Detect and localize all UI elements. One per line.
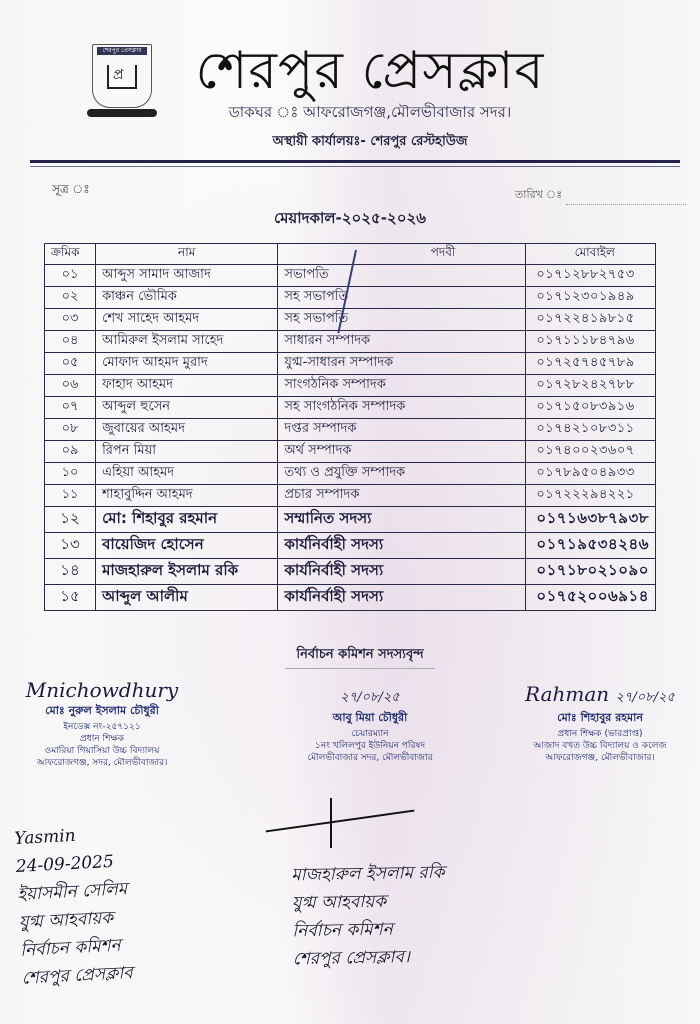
table-row <box>45 375 656 397</box>
name-cell: মোফাদ আহমদ মুরাদ <box>96 353 278 375</box>
table-row <box>45 533 656 559</box>
mobile-cell: ০১৭৮৯৫০৪৯৩৩ <box>526 463 656 485</box>
table-row <box>45 331 656 353</box>
designation-cell: দপ্তর সম্পাদক <box>278 419 526 441</box>
signatory-detail: আফরোজগঞ্জ, মৌলভীবাজার। <box>545 753 655 763</box>
serial-cell: ১০ <box>45 463 96 485</box>
name-cell: জুবায়ের আহমদ <box>96 419 278 441</box>
signatory-block-3 <box>510 682 690 764</box>
handwritten-line: 24-09-2025 <box>15 851 115 877</box>
date-field <box>515 186 686 205</box>
election-commission-heading: নির্বাচন কমিশন সদস্যবৃন্দ <box>296 647 424 662</box>
designation-cell: সাংগঠনিক সম্পাদক <box>278 375 526 397</box>
mobile-cell: ০১৭১৯৫৩৪২৪৬ <box>526 533 656 559</box>
serial-cell: ০৫ <box>45 353 96 375</box>
handwritten-line: যুগ্ম আহবায়ক <box>291 891 387 914</box>
mobile-cell: ০১৭৪২১০৮৩১১ <box>526 419 656 441</box>
table-row <box>45 441 656 463</box>
signatory-detail: মৌলভীবাজার সদর, মৌলভীবাজার <box>307 753 433 763</box>
serial-cell: ০৬ <box>45 375 96 397</box>
handwritten-line: শেরপুর প্রেসক্লাব <box>21 963 134 989</box>
column-header-serial: ক্রমিক <box>45 244 96 265</box>
signatory-detail: প্রধান শিক্ষক (ভারপ্রাপ্ত) <box>557 729 643 739</box>
designation-cell: সভাপতি <box>278 265 526 287</box>
name-cell: কাঞ্চন ভৌমিক <box>96 287 278 309</box>
signature-scrawl <box>510 682 690 709</box>
table-row <box>45 397 656 419</box>
name-cell: শাহাবুদ্দিন আহমদ <box>96 485 278 507</box>
serial-cell: ০৮ <box>45 419 96 441</box>
name-cell: রিপন মিয়া <box>96 441 278 463</box>
name-cell: শেখ সাহেদ আহমদ <box>96 309 278 331</box>
table-row <box>45 507 656 533</box>
designation-cell: যুগ্ম-সাধারন সম্পাদক <box>278 353 526 375</box>
logo-glyph: প্র <box>113 67 124 83</box>
name-cell: মাজহারুল ইসলাম রকি <box>96 559 278 585</box>
table-header-row <box>45 244 656 265</box>
header-divider-thin <box>30 166 680 167</box>
handwritten-line: নির্বাচন কমিশন <box>19 935 122 961</box>
table-row <box>45 463 656 485</box>
serial-cell: ০৯ <box>45 441 96 463</box>
mobile-cell: ০১৭১৬৩৮৭৯৩৮ <box>526 507 656 533</box>
table-row <box>45 353 656 375</box>
signatory-detail: আজাদ বখত উচ্চ বিদ্যালয় ও কলেজ <box>533 741 667 751</box>
logo-ribbon <box>87 109 157 117</box>
handwritten-line: নির্বাচন কমিশন <box>292 919 393 942</box>
handwritten-line: মাজহারুল ইসলাম রকি <box>291 862 445 886</box>
letterhead-title: শেরপুর প্রেসক্লাব <box>195 41 545 101</box>
temporary-office: অস্থায়ী কার্যালয়ঃ- শেরপুর রেস্টহাউজ <box>272 134 468 149</box>
table-row <box>45 559 656 585</box>
header-divider-thick <box>30 160 680 163</box>
postal-address: ডাকঘর ঃ আফরোজগঞ্জ,মৌলভীবাজার সদর। <box>228 103 512 121</box>
name-cell: মো: শিহাবুর রহমান <box>96 507 278 533</box>
name-cell: আব্দুল হুসেন <box>96 397 278 419</box>
signatory-name: মোঃ শিহাবুর রহমান <box>557 711 643 724</box>
designation-cell: তথ্য ও প্রযুক্তি সম্পাদক <box>278 463 526 485</box>
name-cell: আব্দুল আলীম <box>96 585 278 611</box>
signature-scrawl: Mnichowdhury <box>25 678 179 702</box>
mobile-cell: ০১৭২৫৭৪৫৭৮৯ <box>526 353 656 375</box>
designation-cell: অর্থ সম্পাদক <box>278 441 526 463</box>
mobile-cell: ০১৭৫২০০৬৯১৪ <box>526 585 656 611</box>
serial-cell: ০১ <box>45 265 96 287</box>
table-row <box>45 287 656 309</box>
table-row <box>45 309 656 331</box>
name-cell: আব্দুস সামাদ আজাদ <box>96 265 278 287</box>
committee-members-table <box>44 243 656 611</box>
reference-label: সূত্র ঃ <box>52 182 90 196</box>
serial-cell: ১২ <box>45 507 96 533</box>
designation-cell: প্রচার সম্পাদক <box>278 485 526 507</box>
date-blank-line <box>566 204 686 205</box>
name-cell: আমিরুল ইসলাম সাহেদ <box>96 331 278 353</box>
mobile-cell: ০১৭১২৮৮২৭৫৩ <box>526 265 656 287</box>
mobile-cell: ০১৭২২৪১৯৮১৫ <box>526 309 656 331</box>
serial-cell: ১১ <box>45 485 96 507</box>
name-cell: বায়েজিদ হোসেন <box>96 533 278 559</box>
handwritten-line: শেরপুর প্রেসক্লাব। <box>292 947 411 970</box>
signatory-detail: চেয়ারম্যান <box>351 729 389 739</box>
signature-date: ২৭/০৮/২৫ <box>340 690 400 705</box>
mobile-cell: ০১৭২৮২৪২৭৮৮ <box>526 375 656 397</box>
signatory-block-1 <box>22 678 182 769</box>
handwritten-note-right <box>291 859 446 974</box>
signatory-detail: আফরোজগঞ্জ, সদর, মৌলভীবাজার। <box>36 758 168 768</box>
signatory-detail: ওমারিয়া গিয়াসিয়া উচ্চ বিদ্যালয় <box>44 746 160 756</box>
designation-cell: সম্মানিত সদস্য <box>278 507 526 533</box>
mobile-cell: ০১৭৪০০২৩৬০৭ <box>526 441 656 463</box>
signatory-detail: ১নং খলিলপুর ইউনিয়ন পরিষদ <box>314 741 426 751</box>
handwritten-note-left <box>14 819 134 993</box>
mobile-cell: ০১৭১১১৮৪৭৯৬ <box>526 331 656 353</box>
handwritten-line: যুগ্ম আহবায়ক <box>18 907 114 933</box>
designation-cell: কার্যনির্বাহী সদস্য <box>278 585 526 611</box>
name-cell: এহিয়া আহমদ <box>96 463 278 485</box>
signatory-detail: প্রধান শিক্ষক <box>79 734 125 744</box>
mobile-cell: ০১৭২২২৯৪২২১ <box>526 485 656 507</box>
tenure-heading: মেয়াদকাল-২০২৫-২০২৬ <box>274 209 426 227</box>
handwritten-line: Yasmin <box>13 825 77 849</box>
table-row <box>45 419 656 441</box>
designation-cell: কার্যনির্বাহী সদস্য <box>278 533 526 559</box>
serial-cell: ১৪ <box>45 559 96 585</box>
serial-cell: ১৫ <box>45 585 96 611</box>
mobile-cell: ০১৭১৫০৮৩৯১৬ <box>526 397 656 419</box>
signatory-detail: ইনডেক্স নং-২৫৭১২১ <box>63 722 141 732</box>
column-header-designation: পদবী <box>278 244 526 265</box>
table-row <box>45 485 656 507</box>
designation-cell: সহ সভাপতি <box>278 309 526 331</box>
signatory-block-2 <box>290 688 450 764</box>
designation-cell: সাধারন সম্পাদক <box>278 331 526 353</box>
handwritten-line: ইয়াসমীন সেলিম <box>16 879 128 905</box>
signature-date: ২৭/০৮/২৫ <box>615 690 675 705</box>
column-header-mobile: মোবাইল <box>526 244 656 265</box>
signature-stroke <box>330 798 332 848</box>
logo-label: শেরপুর প্রেসক্লাব <box>97 47 147 55</box>
serial-cell: ১৩ <box>45 533 96 559</box>
serial-cell: ০৩ <box>45 309 96 331</box>
serial-cell: ০৭ <box>45 397 96 419</box>
signatory-name: মোঃ নুরুল ইসলাম চৌধুরী <box>45 704 159 717</box>
column-header-name: নাম <box>96 244 278 265</box>
date-label: তারিখ ঃ <box>515 188 563 201</box>
press-club-logo <box>92 44 152 108</box>
mobile-cell: ০১৭১২৩০১৯৪৯ <box>526 287 656 309</box>
serial-cell: ০৪ <box>45 331 96 353</box>
mobile-cell: ০১৭১৮০২১০৯০ <box>526 559 656 585</box>
signatory-name: আবু মিয়া চৌধুরী <box>332 711 408 724</box>
designation-cell: কার্যনির্বাহী সদস্য <box>278 559 526 585</box>
signature-text: Rahman <box>525 682 610 706</box>
serial-cell: ০২ <box>45 287 96 309</box>
heading-underline <box>285 668 435 669</box>
designation-cell: সহ সভাপতি <box>278 287 526 309</box>
designation-cell: সহ সাংগঠনিক সম্পাদক <box>278 397 526 419</box>
table-row <box>45 585 656 611</box>
signature-stroke <box>266 810 415 832</box>
name-cell: ফাহাদ আহমদ <box>96 375 278 397</box>
